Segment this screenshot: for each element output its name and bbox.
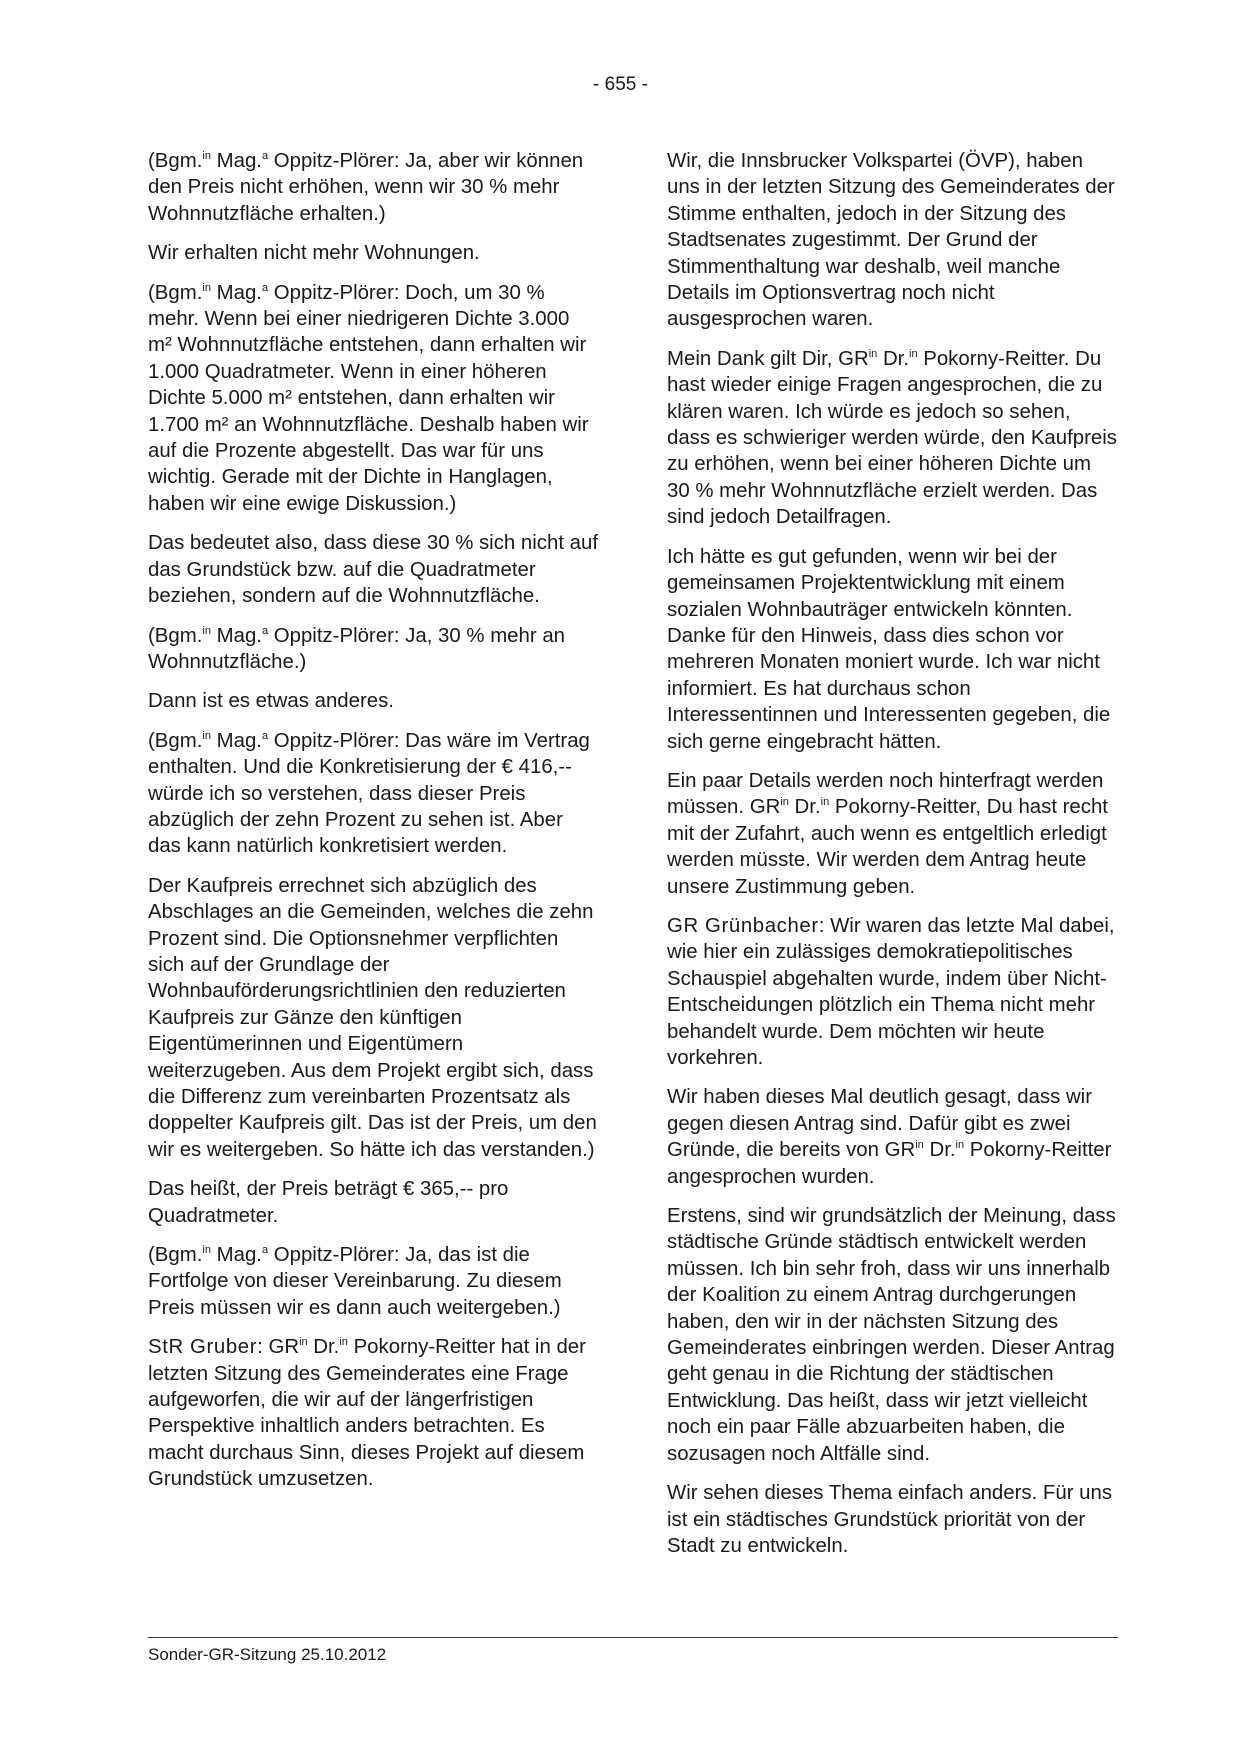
footer-divider bbox=[148, 1637, 1118, 1638]
paragraph: Ein paar Details werden noch hinterfragt werden müssen. $GR^{in}$ Dr.$^{in}$ Pokorny-Reitter, Du hast recht mit der Zufahrt, auch wenn es entgeltlich erledigt werden müsste. Wir werden dem Antrag heute unsere Zustimmung geben. bbox=[667, 769, 1108, 898]
paragraph: (Bgm.$^{in}$ Mag.$^a$ Oppitz-Plörer: Das wäre im Vertrag enthalten. Und die Konkretisierung der € 416,-- würde ich so verstehen, dass dieser Preis abzüglich der zehn Prozent zu sehen ist. Aber das kann natürlich konkretisiert werden. bbox=[148, 729, 590, 858]
paragraph: (Bgm.$^{in}$ Mag.$^a$ Oppitz-Plörer: Doch, um 30 % mehr. Wenn bei einer niedrigeren Dichte 3.000 m² Wohnnutzfläche entstehen, dann erhalten wir 1.000 Quadratmeter. Wenn in einer höheren Dichte 5.000 m² entstehen, dann erhalten wir 1.700 m² an Wohnnutzfläche. Deshalb haben wir auf die Prozente abgestellt. Das war für uns wichtig. Gerade mit der Dichte in Hanglagen, haben wir eine ewige Diskussion.) bbox=[148, 281, 589, 515]
paragraph: Erstens, sind wir grundsätzlich der Meinung, dass städtische Gründe städtisch entwickelt werden müssen. Ich bin sehr froh, dass wir uns innerhalb der Koalition zu einem Antrag durchgerungen haben, den wir in der nächsten Sitzung des Gemeinderates einbringen werden. Dieser Antrag geht genau in die Richtung der städtischen Entwicklung. Das heißt, dass wir jetzt vielleicht noch ein paar Fälle abzuarbeiten haben, die sozusagen noch Altfälle sind. bbox=[667, 1205, 1116, 1465]
paragraph: Das bedeutet also, dass diese 30 % sich nicht auf das Grundstück bzw. auf die Quadratmeter beziehen, sondern auf die Wohnnutzfläche. bbox=[148, 532, 598, 608]
paragraph: Mein Dank gilt Dir, $GR^{in}$ Dr.$^{in}$ Pokorny-Reitter. Du hast wieder einige Fragen angesprochen, die zu klären waren. Ich würde es jedoch so sehen, dass es schwieriger werden würde, den Kaufpreis zu erhöhen, wenn bei einer höheren Dichte um 30 % mehr Wohnnutzfläche erzielt werden. Das sind jedoch Detailfragen. bbox=[667, 347, 1117, 529]
paragraph: Ich hätte es gut gefunden, wenn wir bei der gemeinsamen Projektentwicklung mit einem sozialen Wohnbauträger entwickeln könnten. Danke für den Hinweis, dass dies schon vor mehreren Monaten moniert wurde. Ich war nicht informiert. Es hat durchaus schon Interessentinnen und Interessenten gegeben, die sich gerne eingebracht hätten. bbox=[667, 545, 1111, 753]
speaker-name: StR Gruber bbox=[148, 1336, 258, 1359]
paragraph: Wir sehen dieses Thema einfach anders. Für uns ist ein städtisches Grundstück priorität von der Stadt zu entwickeln. bbox=[667, 1482, 1113, 1557]
paragraph: Dann ist es etwas anderes. bbox=[148, 690, 394, 713]
paragraph: StR Gruber: $GR^{in}$ Dr.$^{in}$ Pokorny-Reitter hat in der letzten Sitzung des Gemeinderates eine Frage aufgeworfen, die wir auf der längerfristigen Perspektive inhaltlich anders betrachten. Es macht durchaus Sinn, dieses Projekt auf diesem Grundstück umzusetzen. bbox=[148, 1336, 586, 1491]
right-column bbox=[667, 148, 1117, 1572]
paragraph: (Bgm.$^{in}$ Mag.$^a$ Oppitz-Plörer: Ja, 30 % mehr an Wohnnutzfläche.) bbox=[148, 624, 565, 673]
paragraph: GR Grünbacher: Wir waren das letzte Mal dabei, wie hier ein zulässiges demokratiepolitisches Schauspiel abgehalten wurde, indem über Nicht-Entscheidungen plötzlich ein Thema nicht mehr behandelt wurde. Dem möchten wir heute vorkehren. bbox=[667, 914, 1115, 1069]
paragraph: (Bgm.$^{in}$ Mag.$^a$ Oppitz-Plörer: Ja, das ist die Fortfolge von dieser Vereinbarung. Zu diesem Preis müssen wir es dann auch weitergeben.) bbox=[148, 1244, 562, 1319]
paragraph: Wir erhalten nicht mehr Wohnungen. bbox=[148, 242, 480, 265]
footer-session-label: Sonder-GR-Sitzung 25.10.2012 bbox=[148, 1645, 387, 1664]
paragraph: Wir, die Innsbrucker Volkspartei (ÖVP), haben uns in der letzten Sitzung des Gemeinderates der Stimme enthalten, jedoch in der Sitzung des Stadtsenates zugestimmt. Der Grund der Stimmenthaltung war deshalb, weil manche Details im Optionsvertrag noch nicht ausgesprochen waren. bbox=[667, 150, 1115, 331]
paragraph: (Bgm.$^{in}$ Mag.$^a$ Oppitz-Plörer: Ja, aber wir können den Preis nicht erhöhen, wenn wir 30 % mehr Wohnnutzfläche erhalten.) bbox=[148, 150, 584, 225]
paragraph: Das heißt, der Preis beträgt € 365,-- pro Quadratmeter. bbox=[148, 1178, 509, 1227]
page-number: - 655 - bbox=[593, 74, 648, 95]
speaker-name: GR Grünbacher bbox=[667, 914, 819, 937]
paragraph: Der Kaufpreis errechnet sich abzüglich des Abschlages an die Gemeinden, welches die zehn Prozent sind. Die Optionsnehmer verpflichten sich auf der Grundlage der Wohnbauförderungsrichtlinien den reduzierten Kaufpreis zur Gänze den künftigen Eigentümerinnen und Eigentümern weiterzugeben. Aus dem Projekt ergibt sich, dass die Differenz zum vereinbarten Prozentsatz als doppelter Kaufpreis gilt. Das ist der Preis, um den wir es weitergeben. So hätte ich das verstanden.) bbox=[148, 874, 597, 1161]
left-column bbox=[148, 148, 598, 1506]
paragraph: Wir haben dieses Mal deutlich gesagt, dass wir gegen diesen Antrag sind. Dafür gibt es zwei Gründe, die bereits von $GR^{in}$ Dr.$^{in}$ Pokorny-Reitter angesprochen wurden. bbox=[667, 1086, 1112, 1188]
